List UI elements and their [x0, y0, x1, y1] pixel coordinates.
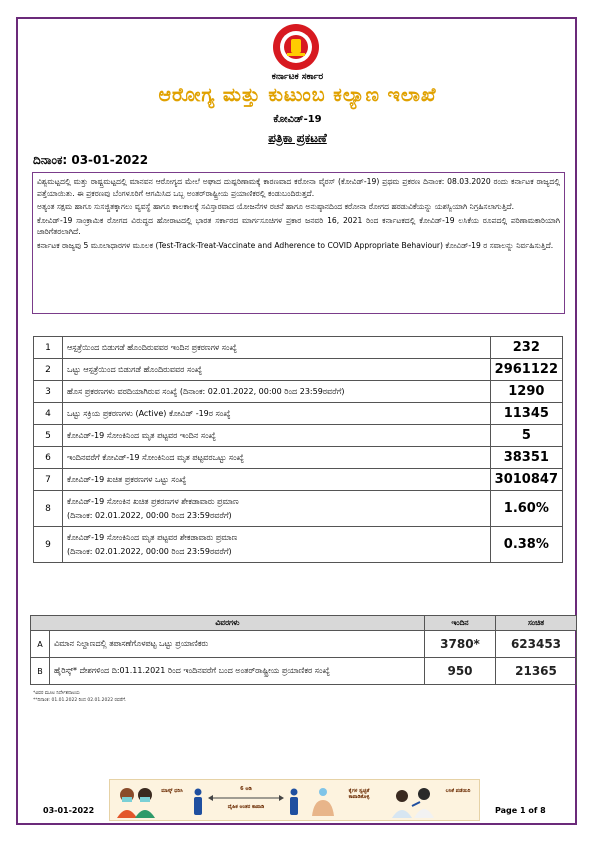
- table-row: [31, 658, 577, 685]
- row-number: 3: [34, 381, 63, 403]
- row-number: 6: [34, 447, 63, 469]
- covid-title: ಕೋವಿಡ್-19: [273, 114, 322, 125]
- hand-wash-icon: [308, 786, 338, 818]
- travel-header-details: ವಿವರಗಳು: [31, 616, 425, 631]
- department-title: ಆರೋಗ್ಯ ಮತ್ತು ಕುಟುಂಬ ಕಲ್ಯಾಣ ಇಲಾಖೆ: [158, 84, 437, 106]
- row-label-cell: [63, 527, 491, 563]
- banner-mask-text: ಮಾಸ್ಕ್ ಧರಿಸಿ: [161, 788, 183, 794]
- row-sublabel: (ದಿನಾಂಕ: 02.01.2022, 00:00 ರಿಂದ 23:59ರವರೆಗೆ): [67, 510, 232, 520]
- row-today: 3780*: [425, 631, 496, 658]
- person-right-icon: [288, 788, 300, 816]
- row-letter: B: [31, 658, 50, 685]
- table-row: [34, 359, 563, 381]
- banner-distance-top: 6 ಅಡಿ: [240, 786, 252, 792]
- row-label: ಹೊಸ ಪ್ರಕರಣಗಳು ವರದಿಯಾಗಿರುವ ಸಂಖ್ಯೆ (ದಿನಾಂಕ: 02.01.2022, 00:00 ರಿಂದ 23:59ರವರೆಗೆ): [67, 386, 345, 396]
- row-number: 4: [34, 403, 63, 425]
- row-label: ಕೋವಿಡ್-19 ಸೋಂಕಿನ ಖಚಿತ ಪ್ರಕರಣಗಳ ಶೇಕಡಾವಾರು ಪ್ರಮಾಣ: [67, 496, 239, 506]
- row-label: ಇಂದಿನವರೆಗೆ ಕೋವಿಡ್-19 ಸೋಂಕಿನಿಂದ ಮೃತ ಪಟ್ಟವರಒಟ್ಟು ಸಂಖ್ಯೆ: [67, 452, 244, 462]
- row-sublabel: (ದಿನಾಂಕ: 02.01.2022, 00:00 ರಿಂದ 23:59ರವರೆಗೆ): [67, 546, 232, 556]
- travel-header-today: ಇಂದಿನ: [425, 616, 496, 631]
- intro-paragraph: ಕರ್ನಾಟಕ ರಾಜ್ಯವು 5 ಮೂಲಾಧಾರಗಳ ಮೂಲಕ (Test-Track-Treat-Vaccinate and Adherence to COVID Appropriate Behaviour) ಕೋವಿಡ್-19 ರ ಸವಾಲನ್ನು ನಿರ್ವಹಿಸುತ್ತಿದೆ.: [37, 240, 554, 250]
- distance-arrow-icon: [208, 795, 284, 801]
- row-total: 623453: [496, 631, 577, 658]
- row-today: 950: [425, 658, 496, 685]
- row-value: 1.60%: [490, 491, 562, 527]
- page-number: Page 1 of 8: [495, 806, 546, 815]
- table-row: [34, 447, 563, 469]
- row-value: 0.38%: [490, 527, 562, 563]
- row-label-cell: [63, 469, 491, 491]
- table-row: [34, 381, 563, 403]
- footnote: *ವಿವರ ಮೂಲ ನಿರ್ದೇಶನಾಲಯ: [33, 691, 80, 696]
- table-row: [34, 491, 563, 527]
- row-value: 38351: [490, 447, 562, 469]
- intro-paragraph: ಅತ್ಯಂತ ಸಕ್ಷಮ ಹಾಗೂ ಸುಸಜ್ಜಿತಕ್ಕಾಗಲು ವ್ಯವಸ್ಥೆ ಹಾಗೂ ಕಾಲಕಾಲಕ್ಕೆ ಸವಿಸ್ತಾರವಾದ ಯೋಜನೆಗಳ ರಚನೆ ಹಾಗೂ ಅನುಷ್ಠಾನದಿಂದ ಕರೋನಾ ರೋಗದ ಹರಡುವಿಕೆಯನ್ನು ಯಶಸ್ವಿಯಾಗಿ ನಿಗ್ರಹಿಸಲಾಗುತ್ತಿದೆ.: [37, 202, 514, 212]
- row-label-cell: [63, 403, 491, 425]
- row-number: 7: [34, 469, 63, 491]
- row-number: 8: [34, 491, 63, 527]
- banner-hands-text: ಕೈಗಳ ಸ್ವಚ್ಛತೆ ಕಾಪಾಡಿಕೊಳ್ಳಿ: [348, 788, 370, 800]
- row-label: ಹೈರಿಸ್ಕ್* ದೇಶಗಳಿಂದ ದಿ:01.11.2021 ರಿಂದ ಇಂದಿನವರೆಗೆ ಬಂದ ಅಂತರ್‌ರಾಷ್ಟ್ರೀಯ ಪ್ರಯಾಣಿಕರ ಸಂಖ್ಯೆ: [50, 658, 425, 685]
- row-value: 1290: [490, 381, 562, 403]
- row-label-cell: [63, 425, 491, 447]
- intro-paragraph: ವಿಶ್ವಮಟ್ಟದಲ್ಲಿ ಮತ್ತು ರಾಷ್ಟ್ರಮಟ್ಟದಲ್ಲಿ ಮಾನವನ ಆರೋಗ್ಯದ ಮೇಲೆ ಅಘಾದ ದುಷ್ಪರಿಣಾಮಕ್ಕೆ ಕಾರಣವಾದ ಕರೋನಾ ವೈರಸ್ (ಕೋವಿಡ್-19) ಪ್ರಥಮ ಪ್ರಕರಣ ದಿನಾಂಕ: 08.03.2020 ರಂದು ಕರ್ನಾಟಕ ರಾಜ್ಯದಲ್ಲಿ ಪತ್ತೆಯಾಯಿತು. ಈ ಪ್ರಕರಣವು ಬೆಂಗಳೂರಿಗೆ ಆಗಮಿಸಿದ ಒಬ್ಬ ಅಂತರ್‌ರಾಷ್ಟ್ರೀಯ ಪ್ರಯಾಣಿಕರಲ್ಲಿ ಕಂಡುಬಂದಿರುತ್ತದೆ.: [37, 177, 560, 198]
- row-value: 2961122: [490, 359, 562, 381]
- row-label: ಆಸ್ಪತ್ರೆಯಿಂದ ಬಿಡುಗಡೆ ಹೊಂದಿರುವವರ ಇಂದಿನ ಪ್ರಕರಣಗಳ ಸಂಖ್ಯೆ: [67, 342, 237, 352]
- row-label-cell: [63, 337, 491, 359]
- row-number: 9: [34, 527, 63, 563]
- row-label: ವಿಮಾನ ನಿಲ್ದಾಣದಲ್ಲಿ ತಪಾಸಣೆಗೊಳಪಟ್ಟ ಒಟ್ಟು ಪ್ರಯಾಣಿಕರು: [50, 631, 425, 658]
- mask-people-icon: [114, 784, 158, 818]
- footnote: **ದಿನಾಂಕ: 01.01.2022 ರಿಂದ 02.01.2022 ರವರೆಗೆ.: [33, 698, 127, 703]
- person-left-icon: [192, 788, 204, 816]
- footnotes: [33, 690, 126, 704]
- table-row: [34, 425, 563, 447]
- banner-vaccine-text: ಲಸಿಕೆ ಪಡೆಯಿರಿ: [445, 788, 471, 794]
- covid-stats-table: [33, 336, 563, 563]
- covid-appropriate-behaviour-banner: [109, 779, 480, 821]
- row-number: 2: [34, 359, 63, 381]
- travel-header-total: ಸಂಚಿತ: [496, 616, 577, 631]
- government-name: ಕರ್ನಾಟಕ ಸರ್ಕಾರ: [271, 72, 324, 82]
- row-value: 5: [490, 425, 562, 447]
- row-value: 3010847: [490, 469, 562, 491]
- press-release-title: ಪತ್ರಿಕಾ ಪ್ರಕಟಣೆ: [268, 131, 327, 145]
- row-letter: A: [31, 631, 50, 658]
- row-label: ಒಟ್ಟು ಸಕ್ರಿಯ ಪ್ರಕರಣಗಳು (Active) ಕೋವಿಡ್ -19ರ ಸಂಖ್ಯೆ: [67, 408, 231, 418]
- row-value: 11345: [490, 403, 562, 425]
- row-label: ಕೋವಿಡ್-19 ಖಚಿತ ಪ್ರಕರಣಗಳ ಒಟ್ಟು ಸಂಖ್ಯೆ: [67, 474, 187, 484]
- row-label-cell: [63, 359, 491, 381]
- table-row: [34, 403, 563, 425]
- banner-distance-text: ದೈಹಿಕ ಅಂತರ ಕಾಪಾಡಿ: [227, 804, 265, 810]
- travel-table: [30, 615, 577, 685]
- table-row: [34, 469, 563, 491]
- row-label: ಒಟ್ಟು ಆಸ್ಪತ್ರೆಯಿಂದ ಬಿಡುಗಡೆ ಹೊಂದಿರುವವರ ಸಂಖ್ಯೆ: [67, 364, 202, 374]
- travel-header-row: [31, 616, 577, 631]
- table-row: [34, 527, 563, 563]
- intro-box: [32, 172, 565, 314]
- row-label-cell: [63, 381, 491, 403]
- row-number: 1: [34, 337, 63, 359]
- row-label-cell: [63, 447, 491, 469]
- vaccination-icon: [386, 784, 438, 818]
- row-label: ಕೋವಿಡ್-19 ಸೋಂಕಿನಿಂದ ಮೃತ ಪಟ್ಟವರ ಇಂದಿನ ಸಂಖ್ಯೆ: [67, 430, 216, 440]
- karnataka-emblem-icon: [269, 22, 323, 72]
- release-date: ದಿನಾಂಕ: 03-01-2022: [33, 153, 149, 167]
- row-number: 5: [34, 425, 63, 447]
- row-label: ಕೋವಿಡ್-19 ಸೋಂಕಿನಿಂದ ಮೃತ ಪಟ್ಟವರ ಶೇಕಡಾವಾರು ಪ್ರಮಾಣ: [67, 532, 238, 542]
- row-value: 232: [490, 337, 562, 359]
- intro-paragraph: ಕೋವಿಡ್-19 ಸಾಂಕ್ರಾಮಿಕ ರೋಗದ ವಿರುದ್ಧದ ಹೋರಾಟದಲ್ಲಿ ಭಾರತ ಸರ್ಕಾರದ ಮಾರ್ಗಸೂಚಿಗಳ ಪ್ರಕಾರ ಜನವರಿ 16, 2021 ರಿಂದ ಕರ್ನಾಟಕದಲ್ಲಿ ಕೋವಿಡ್-19 ಲಸಿಕೆಯ ರೂಪದಲ್ಲಿ ಪರಿಣಾಮಕಾರಿಯಾಗಿ ಜಾರಿಗೆತರಲಾಗಿದೆ.: [37, 215, 560, 237]
- row-label-cell: [63, 491, 491, 527]
- row-total: 21365: [496, 658, 577, 685]
- table-row: [34, 337, 563, 359]
- table-row: [31, 631, 577, 658]
- footer-date: 03-01-2022: [43, 806, 95, 815]
